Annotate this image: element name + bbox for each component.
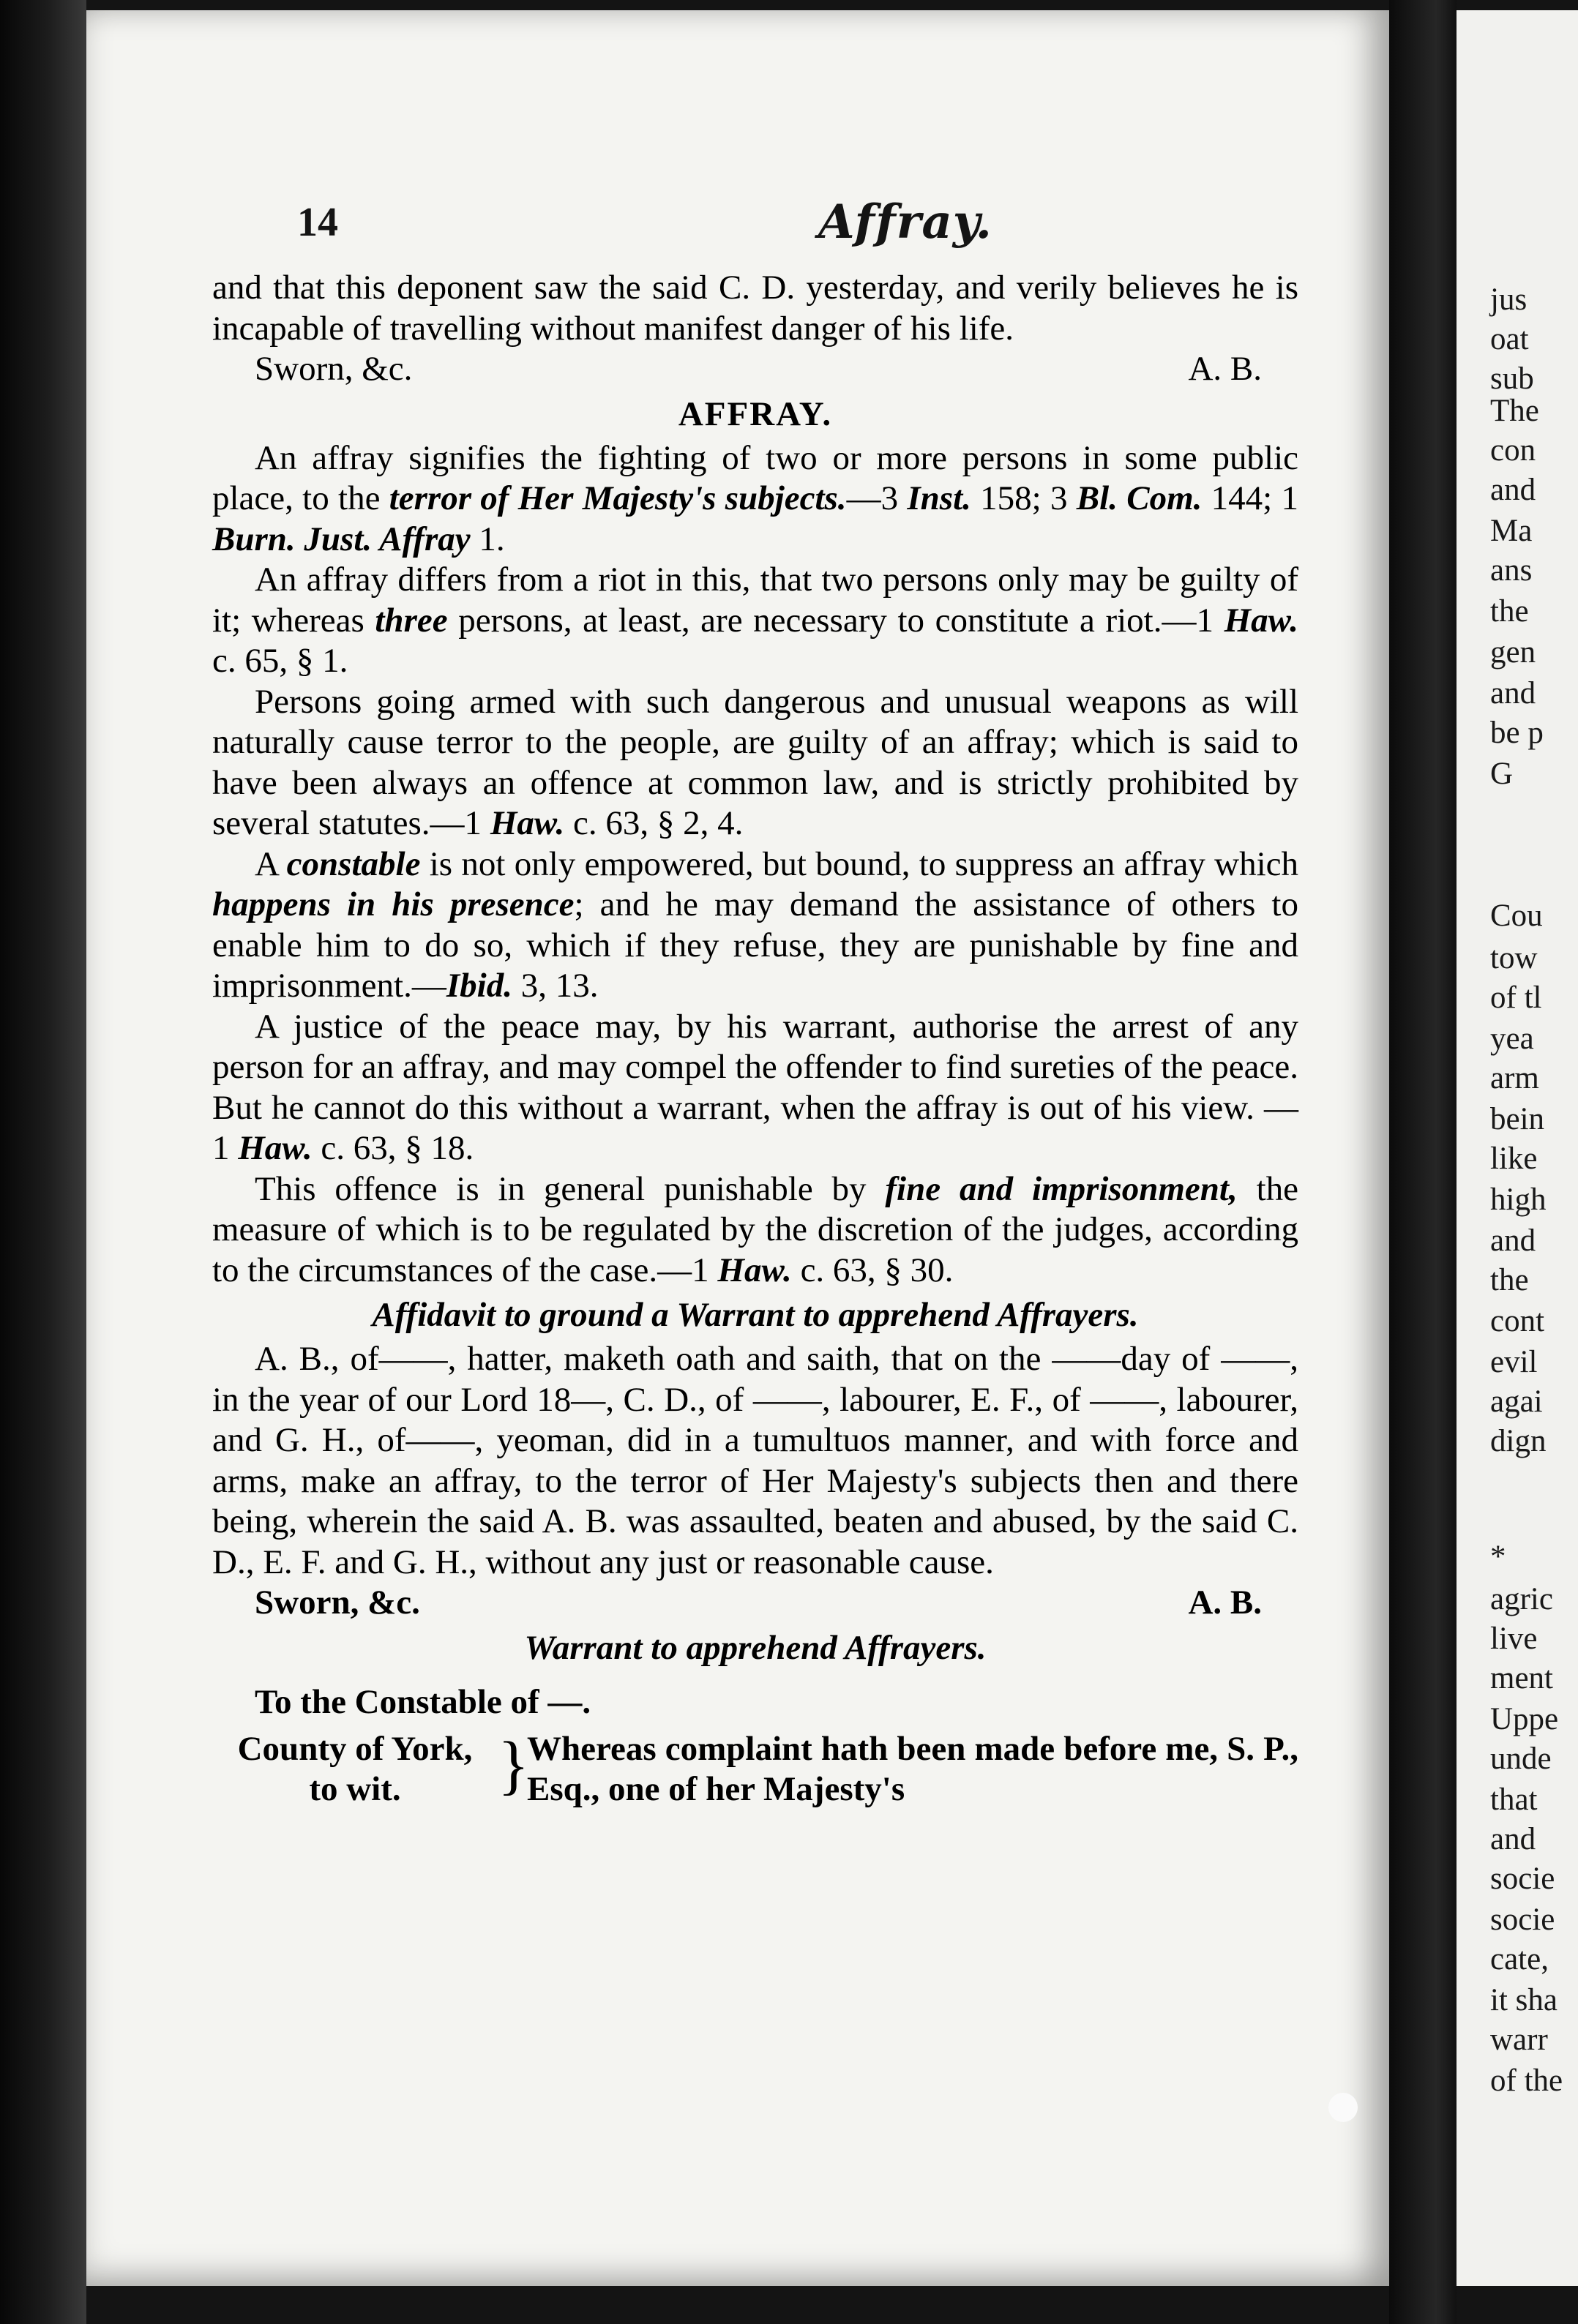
adjacent-page-fragment: and xyxy=(1490,1223,1536,1258)
adjacent-page-fragment: dign xyxy=(1490,1424,1547,1458)
section-heading-affray: AFFRAY. xyxy=(678,394,833,433)
affray-paragraph-2 xyxy=(212,560,1298,682)
affray-paragraph-1 xyxy=(212,438,1298,561)
adjacent-page-edge xyxy=(1457,10,1578,2286)
adjacent-page-fragment: and xyxy=(1490,676,1536,711)
adjacent-page-fragment: be p xyxy=(1490,716,1544,750)
italic-run: three xyxy=(375,601,448,640)
continuation-sworn-line xyxy=(212,349,1298,390)
continuation-paragraph: and that this deponent saw the said C. D. yesterday, and verily believes he is incapable of travelling without manifest danger of his life. xyxy=(212,269,1298,348)
adjacent-page-fragment: and xyxy=(1490,473,1536,507)
italic-run: terror of Her Majesty's subjects. xyxy=(389,479,847,517)
text-run: is not only empowered, but bound, to suppress an affray which xyxy=(420,844,1298,883)
text-run: the measure of which is to be regulated by the discretion of the judges, according to the circumstances of the case.—1 xyxy=(212,1169,1299,1289)
text-run: 1. xyxy=(470,520,505,558)
adjacent-page-fragment: socie xyxy=(1490,1903,1555,1937)
adjacent-page-fragment: bein xyxy=(1490,1102,1545,1136)
text-run: An affray differs from a riot in this, that two persons only may be guilty of it; whereas xyxy=(212,561,1298,640)
italic-run: Haw. xyxy=(1224,601,1299,640)
adjacent-page-fragment: of tl xyxy=(1490,981,1542,1015)
affidavit-heading: Affidavit to ground a Warrant to apprehend Affrayers. xyxy=(372,1296,1139,1334)
signature: A. B. xyxy=(1188,1583,1262,1622)
italic-run: Ibid. xyxy=(446,967,512,1005)
adjacent-page-fragment: Uppe xyxy=(1490,1702,1559,1736)
text-run: 3, 13. xyxy=(512,967,599,1005)
adjacent-page-fragment: G xyxy=(1490,757,1514,791)
affray-paragraph-4 xyxy=(212,844,1298,1007)
sworn-text: Sworn, &c. xyxy=(255,1583,420,1622)
adjacent-page-fragment: socie xyxy=(1490,1862,1555,1896)
running-head: Affray. xyxy=(818,195,992,250)
adjacent-page-fragment: tow xyxy=(1490,941,1538,975)
adjacent-page-fragment: The xyxy=(1490,394,1539,428)
text-run: An affray signifies the fighting of two or more persons in some public place, to the xyxy=(212,438,1298,517)
text-run: This offence is in general punishable by xyxy=(255,1169,886,1208)
adjacent-page-fragment: con xyxy=(1490,433,1536,468)
adjacent-page-fragment: unde xyxy=(1490,1742,1552,1776)
adjacent-page-fragment: arm xyxy=(1490,1061,1539,1095)
italic-run: Inst. xyxy=(907,479,971,517)
adjacent-page-fragment: like xyxy=(1490,1142,1538,1176)
adjacent-page-fragment: Ma xyxy=(1490,514,1533,548)
text-run: c. 63, § 30. xyxy=(791,1251,954,1289)
text-run: Persons going armed with such dangerous and unusual weapons as will naturally cause terror to the people, are guilty of an affray; which is said to have been always an offence at common law, and is strictly prohibited by several statutes.—1 xyxy=(212,682,1298,842)
curly-brace-icon: } xyxy=(498,1728,530,1802)
warrant-addressee: To the Constable of —. xyxy=(255,1682,591,1721)
text-run: —3 xyxy=(846,479,908,517)
text-run: persons, at least, are necessary to constitute a riot.—1 xyxy=(447,601,1224,640)
to-wit-line: to wit. xyxy=(309,1769,401,1808)
adjacent-page-fragment: agai xyxy=(1490,1384,1543,1419)
italic-run: Haw. xyxy=(238,1129,313,1167)
page-gutter xyxy=(1389,0,1457,2324)
italic-run: Bl. Com. xyxy=(1076,479,1203,517)
affray-paragraph-5 xyxy=(212,1007,1298,1169)
italic-run: Haw. xyxy=(717,1251,792,1289)
text-run: 144; 1 xyxy=(1202,479,1298,517)
affray-paragraph-6 xyxy=(212,1169,1298,1292)
county-caption xyxy=(212,1729,498,1810)
text-run: c. 65, § 1. xyxy=(212,642,348,680)
adjacent-page-fragment: cate, xyxy=(1490,1942,1549,1976)
adjacent-page-fragment: * xyxy=(1490,1540,1506,1574)
county-line: County of York, xyxy=(237,1729,473,1768)
adjacent-page-fragment: sub xyxy=(1490,361,1534,396)
adjacent-page-fragment: gen xyxy=(1490,635,1536,670)
text-run: c. 63, § 18. xyxy=(312,1129,474,1167)
county-row xyxy=(212,1729,1298,1810)
italic-run: happens in his presence xyxy=(212,885,575,923)
affray-paragraph-3 xyxy=(212,682,1298,844)
text-run: A xyxy=(255,844,287,883)
adjacent-page-fragment: ment xyxy=(1490,1661,1553,1695)
paper-blemish xyxy=(1328,2093,1358,2122)
adjacent-page-fragment: ans xyxy=(1490,553,1533,588)
adjacent-page-fragment: of the xyxy=(1490,2064,1563,2098)
adjacent-page-fragment: the xyxy=(1490,1263,1529,1297)
adjacent-page-fragment: evil xyxy=(1490,1345,1538,1379)
adjacent-page-fragment: it sha xyxy=(1490,1983,1558,2017)
affidavit-paragraph: A. B., of——, hatter, maketh oath and saith, that on the ——day of ——, in the year of our Lord 18—, C. D., of ——, labourer, E. F., of ——, labourer, and G. H., of——, yeoman, did in a tumultuos manner, and with force and arms, make an affray, to the terror of Her Majesty's subjects then and there being, wherein the said A. B. was assaulted, beaten and abused, by the said C. D., E. F. and G. H., without any just or reasonable cause. xyxy=(212,1340,1298,1581)
italic-run: Burn. Just. Affray xyxy=(212,520,471,558)
italic-run: Haw. xyxy=(490,804,565,842)
text-run: 158; 3 xyxy=(971,479,1077,517)
book-spine-shadow xyxy=(0,0,86,2324)
adjacent-page-fragment: the xyxy=(1490,594,1529,629)
warrant-opening-text: Whereas complaint hath been made before me, S. P., Esq., one of her Majesty's xyxy=(527,1729,1298,1808)
adjacent-page-fragment: agric xyxy=(1490,1582,1553,1616)
adjacent-page-fragment: cont xyxy=(1490,1304,1545,1338)
text-run: c. 63, § 2, 4. xyxy=(564,804,744,842)
text-run: ; and he may demand the assistance of others to enable him to do so, which if they refuse, they are punishable by fine and imprisonment.— xyxy=(212,885,1298,1005)
adjacent-page-fragment: that xyxy=(1490,1783,1538,1817)
adjacent-page-fragment: and xyxy=(1490,1822,1536,1856)
adjacent-page-fragment: Cou xyxy=(1490,899,1543,933)
adjacent-page-fragment: oat xyxy=(1490,322,1529,356)
text-run: A justice of the peace may, by his warrant, authorise the arrest of any person for an affray, and may compel the offender to find sureties of the peace. But he cannot do this without a warrant, when the affray is out of his view. —1 xyxy=(212,1007,1298,1167)
sworn-text: Sworn, &c. xyxy=(255,350,413,388)
adjacent-page-fragment: high xyxy=(1490,1182,1547,1217)
page-number: 14 xyxy=(297,200,338,245)
italic-run: constable xyxy=(286,844,421,883)
adjacent-page-fragment: warr xyxy=(1490,2023,1548,2057)
warrant-heading: Warrant to apprehend Affrayers. xyxy=(524,1628,987,1667)
adjacent-page-fragment: live xyxy=(1490,1622,1538,1656)
signature: A. B. xyxy=(1188,350,1262,388)
affidavit-sworn-line xyxy=(212,1583,1298,1624)
italic-run: fine and imprisonment, xyxy=(885,1169,1238,1208)
adjacent-page-fragment: jus xyxy=(1490,282,1527,317)
page-text xyxy=(212,268,1298,1810)
adjacent-page-fragment: yea xyxy=(1490,1022,1534,1056)
